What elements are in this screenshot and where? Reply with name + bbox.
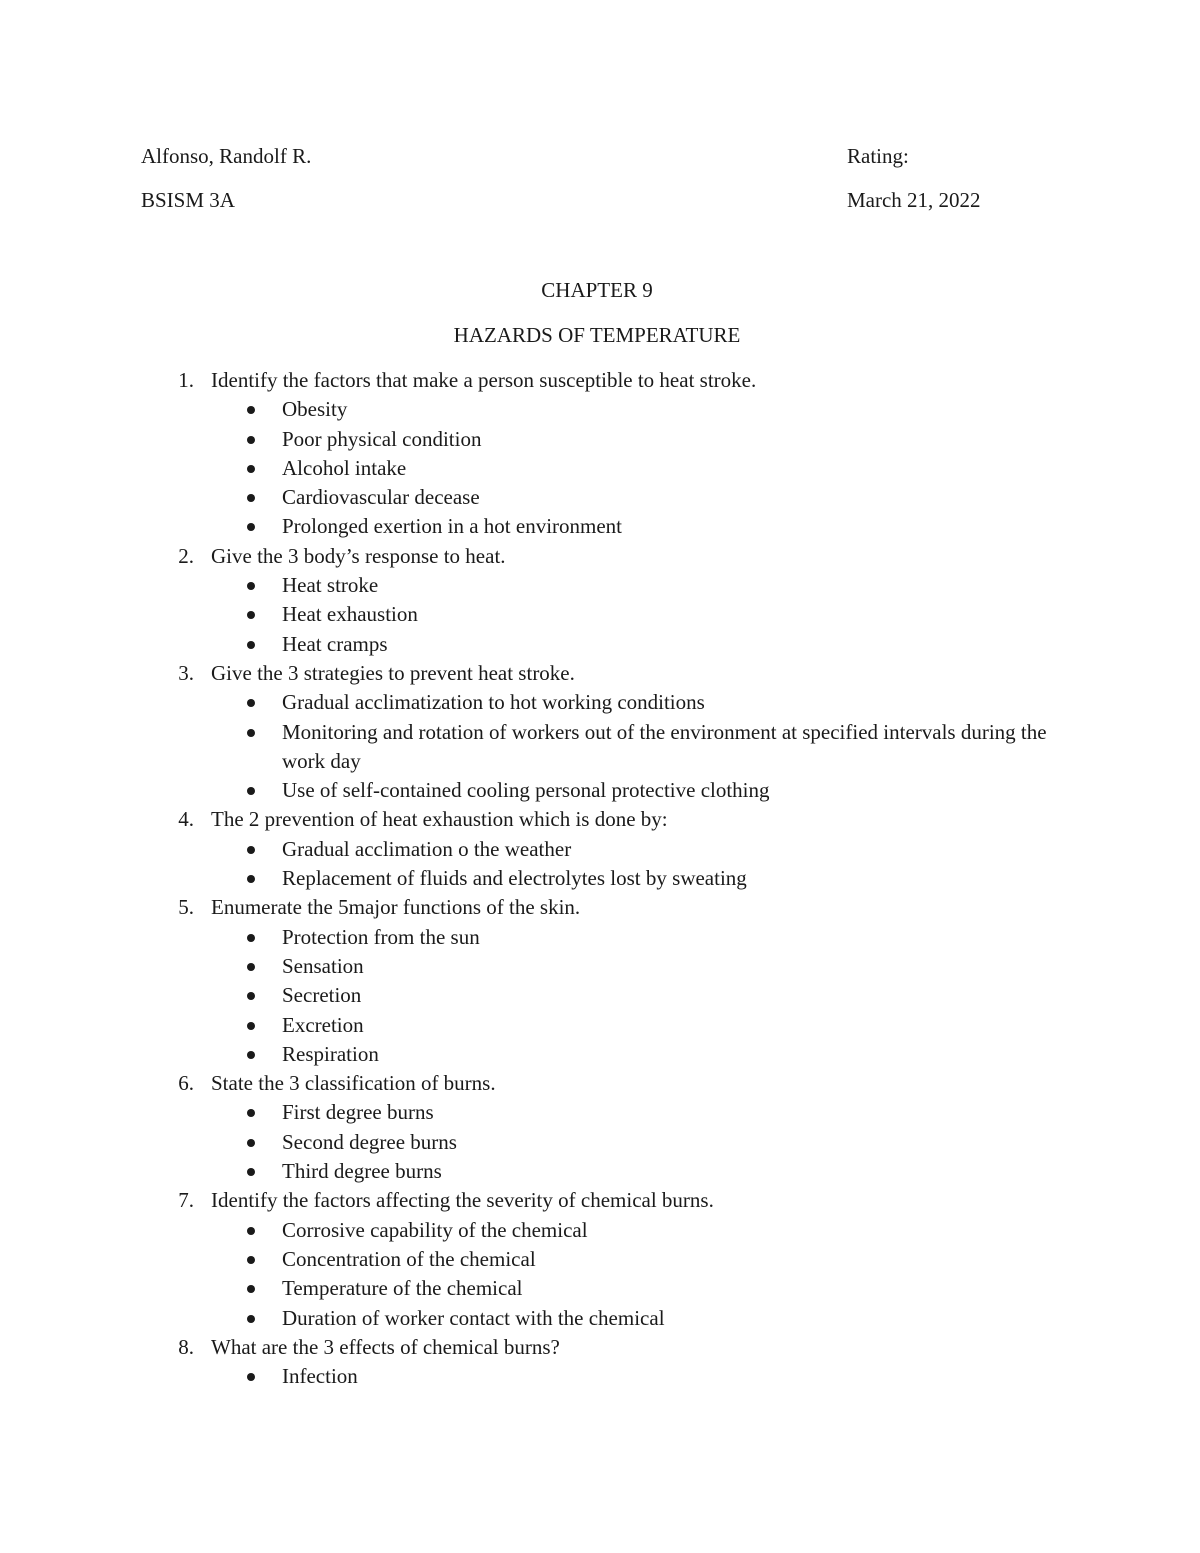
question-text: Give the 3 strategies to prevent heat stroke. (211, 660, 575, 685)
answer-text: Obesity (282, 397, 348, 422)
answer-item (282, 1304, 1072, 1333)
answer-text: Heat stroke (282, 573, 379, 598)
bullet-icon (247, 406, 255, 414)
answer-item (282, 1011, 1072, 1040)
question-number: 7. (178, 1188, 194, 1213)
bullet-icon (247, 523, 255, 531)
bullet-icon (247, 1168, 255, 1176)
rating-label: Rating: (847, 144, 909, 168)
answer-item (282, 512, 1072, 541)
answer-list (211, 1098, 1072, 1186)
answer-text: First degree burns (282, 1100, 434, 1125)
answer-list (211, 1362, 1072, 1391)
question-item (172, 805, 1072, 893)
bullet-icon (247, 934, 255, 942)
answer-text: Concentration of the chemical (282, 1246, 536, 1271)
chapter-heading: CHAPTER 9 (541, 278, 653, 302)
question-item (172, 1186, 1072, 1332)
student-name: Alfonso, Randolf R. (141, 144, 312, 168)
answer-text: Excretion (282, 1012, 364, 1037)
bullet-icon (247, 436, 255, 444)
bullet-icon (247, 611, 255, 619)
bullet-icon (247, 787, 255, 795)
answer-item (282, 454, 1072, 483)
bullet-icon (247, 582, 255, 590)
answer-item (282, 483, 1072, 512)
question-text: State the 3 classification of burns. (211, 1071, 496, 1096)
answer-text: Heat cramps (282, 631, 388, 656)
answer-item (282, 1362, 1072, 1391)
answer-text: Infection (282, 1364, 358, 1389)
student-section: BSISM 3A (141, 188, 235, 212)
question-list (172, 366, 1072, 1391)
bullet-icon (247, 875, 255, 883)
answer-text: Secretion (282, 983, 362, 1008)
question-text: The 2 prevention of heat exhaustion which is done by: (211, 807, 668, 832)
answer-item (282, 1245, 1072, 1274)
answer-text: Gradual acclimatization to hot working conditions (282, 690, 705, 715)
bullet-icon (247, 465, 255, 473)
question-text: Give the 3 body’s response to heat. (211, 543, 506, 568)
answer-text: Gradual acclimation o the weather (282, 836, 572, 861)
question-item (172, 893, 1072, 1069)
bullet-icon (247, 494, 255, 502)
bullet-icon (247, 1227, 255, 1235)
bullet-icon (247, 963, 255, 971)
answer-text: Third degree burns (282, 1159, 442, 1184)
bullet-icon (247, 729, 255, 737)
answer-text: Respiration (282, 1041, 379, 1066)
answer-text: Heat exhaustion (282, 602, 418, 627)
question-item (172, 1069, 1072, 1186)
answer-item (282, 835, 1072, 864)
question-number: 1. (178, 368, 194, 392)
answer-item (282, 1098, 1072, 1127)
answer-text: Use of self-contained cooling personal protective clothing (282, 778, 770, 803)
answer-text: Temperature of the chemical (282, 1276, 523, 1301)
answer-item (282, 981, 1072, 1010)
answer-item (282, 1040, 1072, 1069)
answer-item (282, 864, 1072, 893)
answer-text: Second degree burns (282, 1129, 457, 1154)
question-item (172, 542, 1072, 659)
bullet-icon (247, 1373, 255, 1381)
question-number: 6. (178, 1071, 194, 1096)
bullet-icon (247, 641, 255, 649)
bullet-icon (247, 992, 255, 1000)
answer-list (211, 923, 1072, 1069)
answer-item (282, 1157, 1072, 1186)
answer-list (211, 1216, 1072, 1333)
bullet-icon (247, 699, 255, 707)
answer-item (282, 1216, 1072, 1245)
bullet-icon (247, 1256, 255, 1264)
answer-item (282, 688, 1072, 717)
answer-item (282, 776, 1072, 805)
question-number: 8. (178, 1334, 194, 1359)
answer-item (282, 571, 1072, 600)
page-title: HAZARDS OF TEMPERATURE (453, 323, 741, 347)
answer-item (282, 600, 1072, 629)
answer-item (282, 425, 1072, 454)
question-text: Identify the factors that make a person susceptible to heat stroke. (211, 368, 757, 392)
answer-text: Duration of worker contact with the chemical (282, 1305, 665, 1330)
question-number: 4. (178, 807, 194, 832)
answer-item (282, 1128, 1072, 1157)
answer-text: Sensation (282, 953, 364, 978)
answer-text: Protection from the sun (282, 924, 480, 949)
answer-text: Alcohol intake (282, 455, 407, 480)
bullet-icon (247, 1315, 255, 1323)
answer-text: Poor physical condition (282, 426, 482, 451)
answer-list (211, 571, 1072, 659)
answer-text: Corrosive capability of the chemical (282, 1217, 588, 1242)
answer-item (282, 718, 1072, 777)
answer-list (211, 395, 1072, 541)
answer-item (282, 395, 1072, 424)
document-date: March 21, 2022 (847, 188, 981, 212)
answer-list (211, 835, 1072, 894)
answer-text: Monitoring and rotation of workers out of the environment at specified intervals during the work day (282, 719, 1047, 773)
question-text: What are the 3 effects of chemical burns? (211, 1334, 560, 1359)
question-number: 5. (178, 895, 194, 920)
question-text: Enumerate the 5major functions of the skin. (211, 895, 581, 920)
answer-item (282, 630, 1072, 659)
bullet-icon (247, 1022, 255, 1030)
bullet-icon (247, 1139, 255, 1147)
answer-item (282, 952, 1072, 981)
bullet-icon (247, 846, 255, 854)
answer-item (282, 1274, 1072, 1303)
bullet-icon (247, 1285, 255, 1293)
question-number: 2. (178, 543, 194, 568)
answer-item (282, 923, 1072, 952)
answer-text: Cardiovascular decease (282, 485, 480, 510)
bullet-icon (247, 1109, 255, 1117)
question-number: 3. (178, 660, 194, 685)
question-item (172, 659, 1072, 805)
question-item (172, 1333, 1072, 1392)
answer-list (211, 688, 1072, 805)
question-item (172, 366, 1072, 542)
answer-text: Prolonged exertion in a hot environment (282, 514, 623, 539)
answer-text: Replacement of fluids and electrolytes lost by sweating (282, 866, 747, 891)
bullet-icon (247, 1051, 255, 1059)
question-text: Identify the factors affecting the severity of chemical burns. (211, 1188, 714, 1213)
